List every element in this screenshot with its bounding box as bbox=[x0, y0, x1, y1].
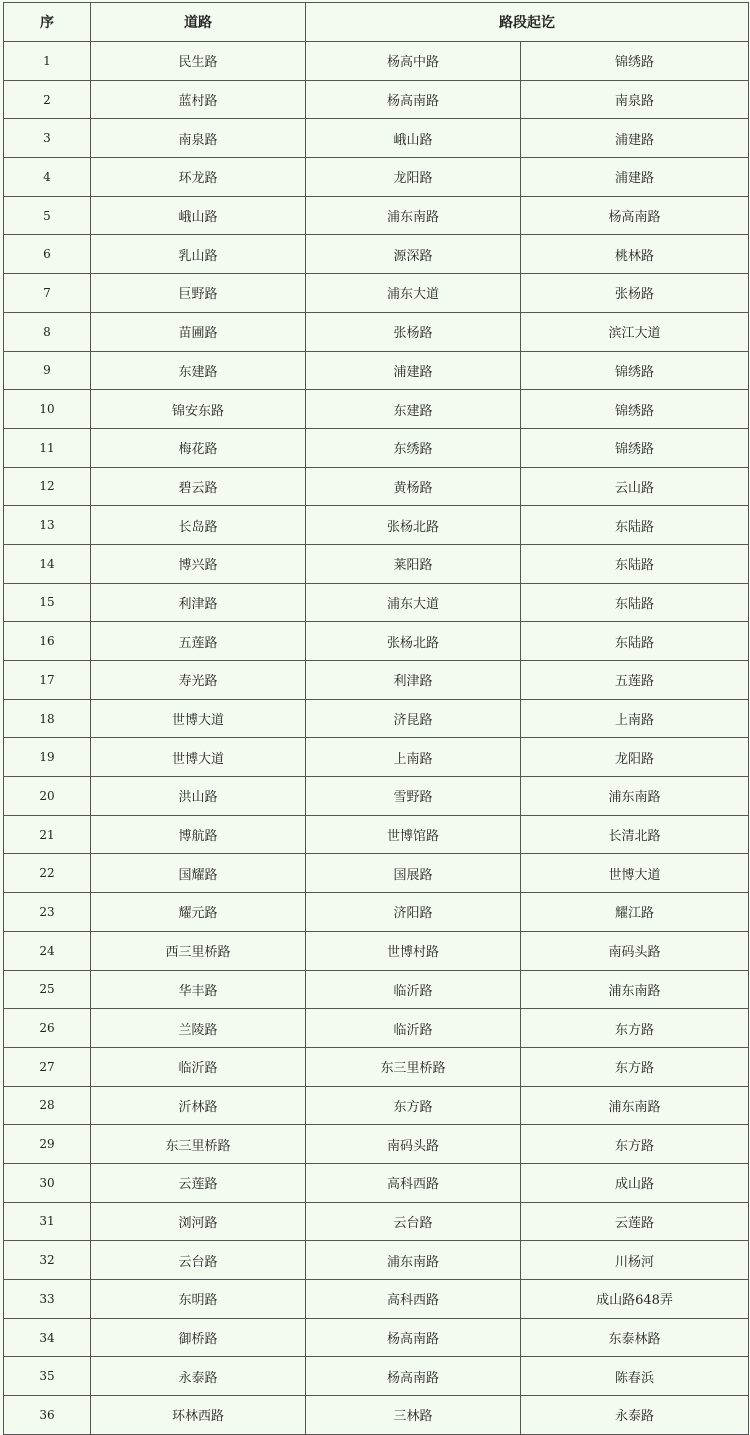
row-seq-cell: 16 bbox=[4, 622, 91, 661]
row-to-cell: 耀江路 bbox=[521, 893, 749, 932]
row-seq-cell: 32 bbox=[4, 1241, 91, 1280]
table-row bbox=[4, 1086, 749, 1125]
row-road-cell: 临沂路 bbox=[91, 1047, 306, 1086]
row-to-cell: 杨高南路 bbox=[521, 196, 749, 235]
table-row bbox=[4, 1047, 749, 1086]
row-from-cell: 杨高中路 bbox=[306, 42, 521, 81]
row-to-cell: 永泰路 bbox=[521, 1396, 749, 1435]
row-seq-cell: 14 bbox=[4, 544, 91, 583]
row-seq-cell: 9 bbox=[4, 351, 91, 390]
row-from-cell: 浦东大道 bbox=[306, 274, 521, 313]
row-to-cell: 东陆路 bbox=[521, 622, 749, 661]
row-road-cell: 世博大道 bbox=[91, 699, 306, 738]
row-seq-cell: 22 bbox=[4, 854, 91, 893]
row-from-cell: 黄杨路 bbox=[306, 467, 521, 506]
row-from-cell: 杨高南路 bbox=[306, 1357, 521, 1396]
row-to-cell: 锦绣路 bbox=[521, 390, 749, 429]
row-road-cell: 洪山路 bbox=[91, 777, 306, 816]
table-row bbox=[4, 1318, 749, 1357]
row-to-cell: 浦东南路 bbox=[521, 970, 749, 1009]
row-from-cell: 张杨路 bbox=[306, 312, 521, 351]
header-road: 道路 bbox=[91, 3, 306, 42]
row-road-cell: 五莲路 bbox=[91, 622, 306, 661]
row-from-cell: 浦东大道 bbox=[306, 583, 521, 622]
table-row bbox=[4, 312, 749, 351]
row-road-cell: 东三里桥路 bbox=[91, 1125, 306, 1164]
row-from-cell: 浦建路 bbox=[306, 351, 521, 390]
header-seq: 序 bbox=[4, 3, 91, 42]
row-from-cell: 济昆路 bbox=[306, 699, 521, 738]
table-row bbox=[4, 1202, 749, 1241]
row-from-cell: 利津路 bbox=[306, 661, 521, 700]
row-road-cell: 长岛路 bbox=[91, 506, 306, 545]
row-from-cell: 三林路 bbox=[306, 1396, 521, 1435]
table-row bbox=[4, 506, 749, 545]
row-to-cell: 五莲路 bbox=[521, 661, 749, 700]
row-seq-cell: 4 bbox=[4, 158, 91, 197]
row-seq-cell: 34 bbox=[4, 1318, 91, 1357]
row-to-cell: 云莲路 bbox=[521, 1202, 749, 1241]
row-seq-cell: 5 bbox=[4, 196, 91, 235]
row-road-cell: 寿光路 bbox=[91, 661, 306, 700]
table-row bbox=[4, 544, 749, 583]
row-seq-cell: 8 bbox=[4, 312, 91, 351]
row-to-cell: 东陆路 bbox=[521, 583, 749, 622]
row-to-cell: 成山路648弄 bbox=[521, 1280, 749, 1319]
row-to-cell: 南泉路 bbox=[521, 80, 749, 119]
row-seq-cell: 2 bbox=[4, 80, 91, 119]
row-road-cell: 南泉路 bbox=[91, 119, 306, 158]
row-from-cell: 高科西路 bbox=[306, 1163, 521, 1202]
row-road-cell: 御桥路 bbox=[91, 1318, 306, 1357]
row-from-cell: 莱阳路 bbox=[306, 544, 521, 583]
row-seq-cell: 35 bbox=[4, 1357, 91, 1396]
row-from-cell: 张杨北路 bbox=[306, 622, 521, 661]
row-road-cell: 东明路 bbox=[91, 1280, 306, 1319]
row-to-cell: 成山路 bbox=[521, 1163, 749, 1202]
table-row bbox=[4, 661, 749, 700]
row-to-cell: 东方路 bbox=[521, 1009, 749, 1048]
table-row bbox=[4, 854, 749, 893]
table-row bbox=[4, 119, 749, 158]
table-body bbox=[4, 42, 749, 1435]
row-from-cell: 国展路 bbox=[306, 854, 521, 893]
row-to-cell: 东陆路 bbox=[521, 506, 749, 545]
row-seq-cell: 3 bbox=[4, 119, 91, 158]
row-to-cell: 东陆路 bbox=[521, 544, 749, 583]
row-from-cell: 上南路 bbox=[306, 738, 521, 777]
row-from-cell: 临沂路 bbox=[306, 970, 521, 1009]
row-seq-cell: 26 bbox=[4, 1009, 91, 1048]
row-road-cell: 沂林路 bbox=[91, 1086, 306, 1125]
row-road-cell: 世博大道 bbox=[91, 738, 306, 777]
row-road-cell: 耀元路 bbox=[91, 893, 306, 932]
row-road-cell: 环龙路 bbox=[91, 158, 306, 197]
row-road-cell: 乳山路 bbox=[91, 235, 306, 274]
row-seq-cell: 25 bbox=[4, 970, 91, 1009]
row-from-cell: 杨高南路 bbox=[306, 80, 521, 119]
table-row bbox=[4, 1241, 749, 1280]
row-from-cell: 世博村路 bbox=[306, 931, 521, 970]
row-seq-cell: 24 bbox=[4, 931, 91, 970]
table-row bbox=[4, 777, 749, 816]
row-seq-cell: 10 bbox=[4, 390, 91, 429]
row-from-cell: 济阳路 bbox=[306, 893, 521, 932]
row-seq-cell: 20 bbox=[4, 777, 91, 816]
row-from-cell: 南码头路 bbox=[306, 1125, 521, 1164]
row-seq-cell: 11 bbox=[4, 428, 91, 467]
header-row bbox=[4, 3, 749, 42]
table-header bbox=[4, 3, 749, 42]
row-seq-cell: 7 bbox=[4, 274, 91, 313]
table-row bbox=[4, 42, 749, 81]
row-seq-cell: 28 bbox=[4, 1086, 91, 1125]
row-seq-cell: 12 bbox=[4, 467, 91, 506]
row-to-cell: 南码头路 bbox=[521, 931, 749, 970]
row-from-cell: 龙阳路 bbox=[306, 158, 521, 197]
row-seq-cell: 21 bbox=[4, 815, 91, 854]
row-road-cell: 巨野路 bbox=[91, 274, 306, 313]
row-road-cell: 国耀路 bbox=[91, 854, 306, 893]
row-seq-cell: 13 bbox=[4, 506, 91, 545]
table-row bbox=[4, 970, 749, 1009]
row-road-cell: 华丰路 bbox=[91, 970, 306, 1009]
row-road-cell: 云莲路 bbox=[91, 1163, 306, 1202]
table-row bbox=[4, 274, 749, 313]
row-to-cell: 桃林路 bbox=[521, 235, 749, 274]
row-from-cell: 高科西路 bbox=[306, 1280, 521, 1319]
row-to-cell: 浦建路 bbox=[521, 158, 749, 197]
row-from-cell: 浦东南路 bbox=[306, 1241, 521, 1280]
row-to-cell: 滨江大道 bbox=[521, 312, 749, 351]
row-from-cell: 东三里桥路 bbox=[306, 1047, 521, 1086]
table-row bbox=[4, 699, 749, 738]
row-to-cell: 张杨路 bbox=[521, 274, 749, 313]
table-row bbox=[4, 815, 749, 854]
row-to-cell: 上南路 bbox=[521, 699, 749, 738]
table-row bbox=[4, 467, 749, 506]
row-to-cell: 世博大道 bbox=[521, 854, 749, 893]
row-road-cell: 博兴路 bbox=[91, 544, 306, 583]
row-seq-cell: 19 bbox=[4, 738, 91, 777]
row-to-cell: 东方路 bbox=[521, 1125, 749, 1164]
row-road-cell: 峨山路 bbox=[91, 196, 306, 235]
row-road-cell: 云台路 bbox=[91, 1241, 306, 1280]
road-segment-table bbox=[3, 2, 749, 1435]
row-road-cell: 兰陵路 bbox=[91, 1009, 306, 1048]
table-row bbox=[4, 738, 749, 777]
row-from-cell: 杨高南路 bbox=[306, 1318, 521, 1357]
row-seq-cell: 33 bbox=[4, 1280, 91, 1319]
row-seq-cell: 15 bbox=[4, 583, 91, 622]
table-row bbox=[4, 390, 749, 429]
table-row bbox=[4, 931, 749, 970]
row-to-cell: 云山路 bbox=[521, 467, 749, 506]
row-from-cell: 东绣路 bbox=[306, 428, 521, 467]
row-from-cell: 峨山路 bbox=[306, 119, 521, 158]
row-to-cell: 龙阳路 bbox=[521, 738, 749, 777]
table-row bbox=[4, 428, 749, 467]
row-road-cell: 利津路 bbox=[91, 583, 306, 622]
row-road-cell: 碧云路 bbox=[91, 467, 306, 506]
row-to-cell: 陈春浜 bbox=[521, 1357, 749, 1396]
row-to-cell: 东方路 bbox=[521, 1047, 749, 1086]
row-from-cell: 东建路 bbox=[306, 390, 521, 429]
row-seq-cell: 30 bbox=[4, 1163, 91, 1202]
table-row bbox=[4, 1125, 749, 1164]
table-row bbox=[4, 1357, 749, 1396]
row-to-cell: 长清北路 bbox=[521, 815, 749, 854]
row-seq-cell: 1 bbox=[4, 42, 91, 81]
table-row bbox=[4, 1163, 749, 1202]
row-seq-cell: 29 bbox=[4, 1125, 91, 1164]
table-row bbox=[4, 1280, 749, 1319]
row-to-cell: 锦绣路 bbox=[521, 351, 749, 390]
row-seq-cell: 17 bbox=[4, 661, 91, 700]
row-road-cell: 蓝村路 bbox=[91, 80, 306, 119]
row-road-cell: 苗圃路 bbox=[91, 312, 306, 351]
table-row bbox=[4, 80, 749, 119]
table-row bbox=[4, 622, 749, 661]
table-row bbox=[4, 158, 749, 197]
row-road-cell: 民生路 bbox=[91, 42, 306, 81]
row-from-cell: 雪野路 bbox=[306, 777, 521, 816]
row-from-cell: 世博馆路 bbox=[306, 815, 521, 854]
row-from-cell: 临沂路 bbox=[306, 1009, 521, 1048]
row-to-cell: 锦绣路 bbox=[521, 42, 749, 81]
row-to-cell: 浦东南路 bbox=[521, 777, 749, 816]
table-row bbox=[4, 196, 749, 235]
table-row bbox=[4, 235, 749, 274]
row-to-cell: 浦建路 bbox=[521, 119, 749, 158]
row-from-cell: 张杨北路 bbox=[306, 506, 521, 545]
row-seq-cell: 18 bbox=[4, 699, 91, 738]
row-from-cell: 源深路 bbox=[306, 235, 521, 274]
row-to-cell: 东泰林路 bbox=[521, 1318, 749, 1357]
table-row bbox=[4, 351, 749, 390]
table-row bbox=[4, 893, 749, 932]
row-seq-cell: 27 bbox=[4, 1047, 91, 1086]
row-to-cell: 浦东南路 bbox=[521, 1086, 749, 1125]
row-seq-cell: 23 bbox=[4, 893, 91, 932]
table-row bbox=[4, 583, 749, 622]
row-from-cell: 东方路 bbox=[306, 1086, 521, 1125]
row-to-cell: 川杨河 bbox=[521, 1241, 749, 1280]
row-to-cell: 锦绣路 bbox=[521, 428, 749, 467]
row-seq-cell: 6 bbox=[4, 235, 91, 274]
row-road-cell: 西三里桥路 bbox=[91, 931, 306, 970]
row-seq-cell: 36 bbox=[4, 1396, 91, 1435]
table-row bbox=[4, 1009, 749, 1048]
row-from-cell: 浦东南路 bbox=[306, 196, 521, 235]
row-road-cell: 浏河路 bbox=[91, 1202, 306, 1241]
row-seq-cell: 31 bbox=[4, 1202, 91, 1241]
row-from-cell: 云台路 bbox=[306, 1202, 521, 1241]
row-road-cell: 博航路 bbox=[91, 815, 306, 854]
row-road-cell: 永泰路 bbox=[91, 1357, 306, 1396]
row-road-cell: 梅花路 bbox=[91, 428, 306, 467]
row-road-cell: 东建路 bbox=[91, 351, 306, 390]
row-road-cell: 锦安东路 bbox=[91, 390, 306, 429]
header-segment: 路段起讫 bbox=[306, 3, 749, 42]
table-row bbox=[4, 1396, 749, 1435]
row-road-cell: 环林西路 bbox=[91, 1396, 306, 1435]
